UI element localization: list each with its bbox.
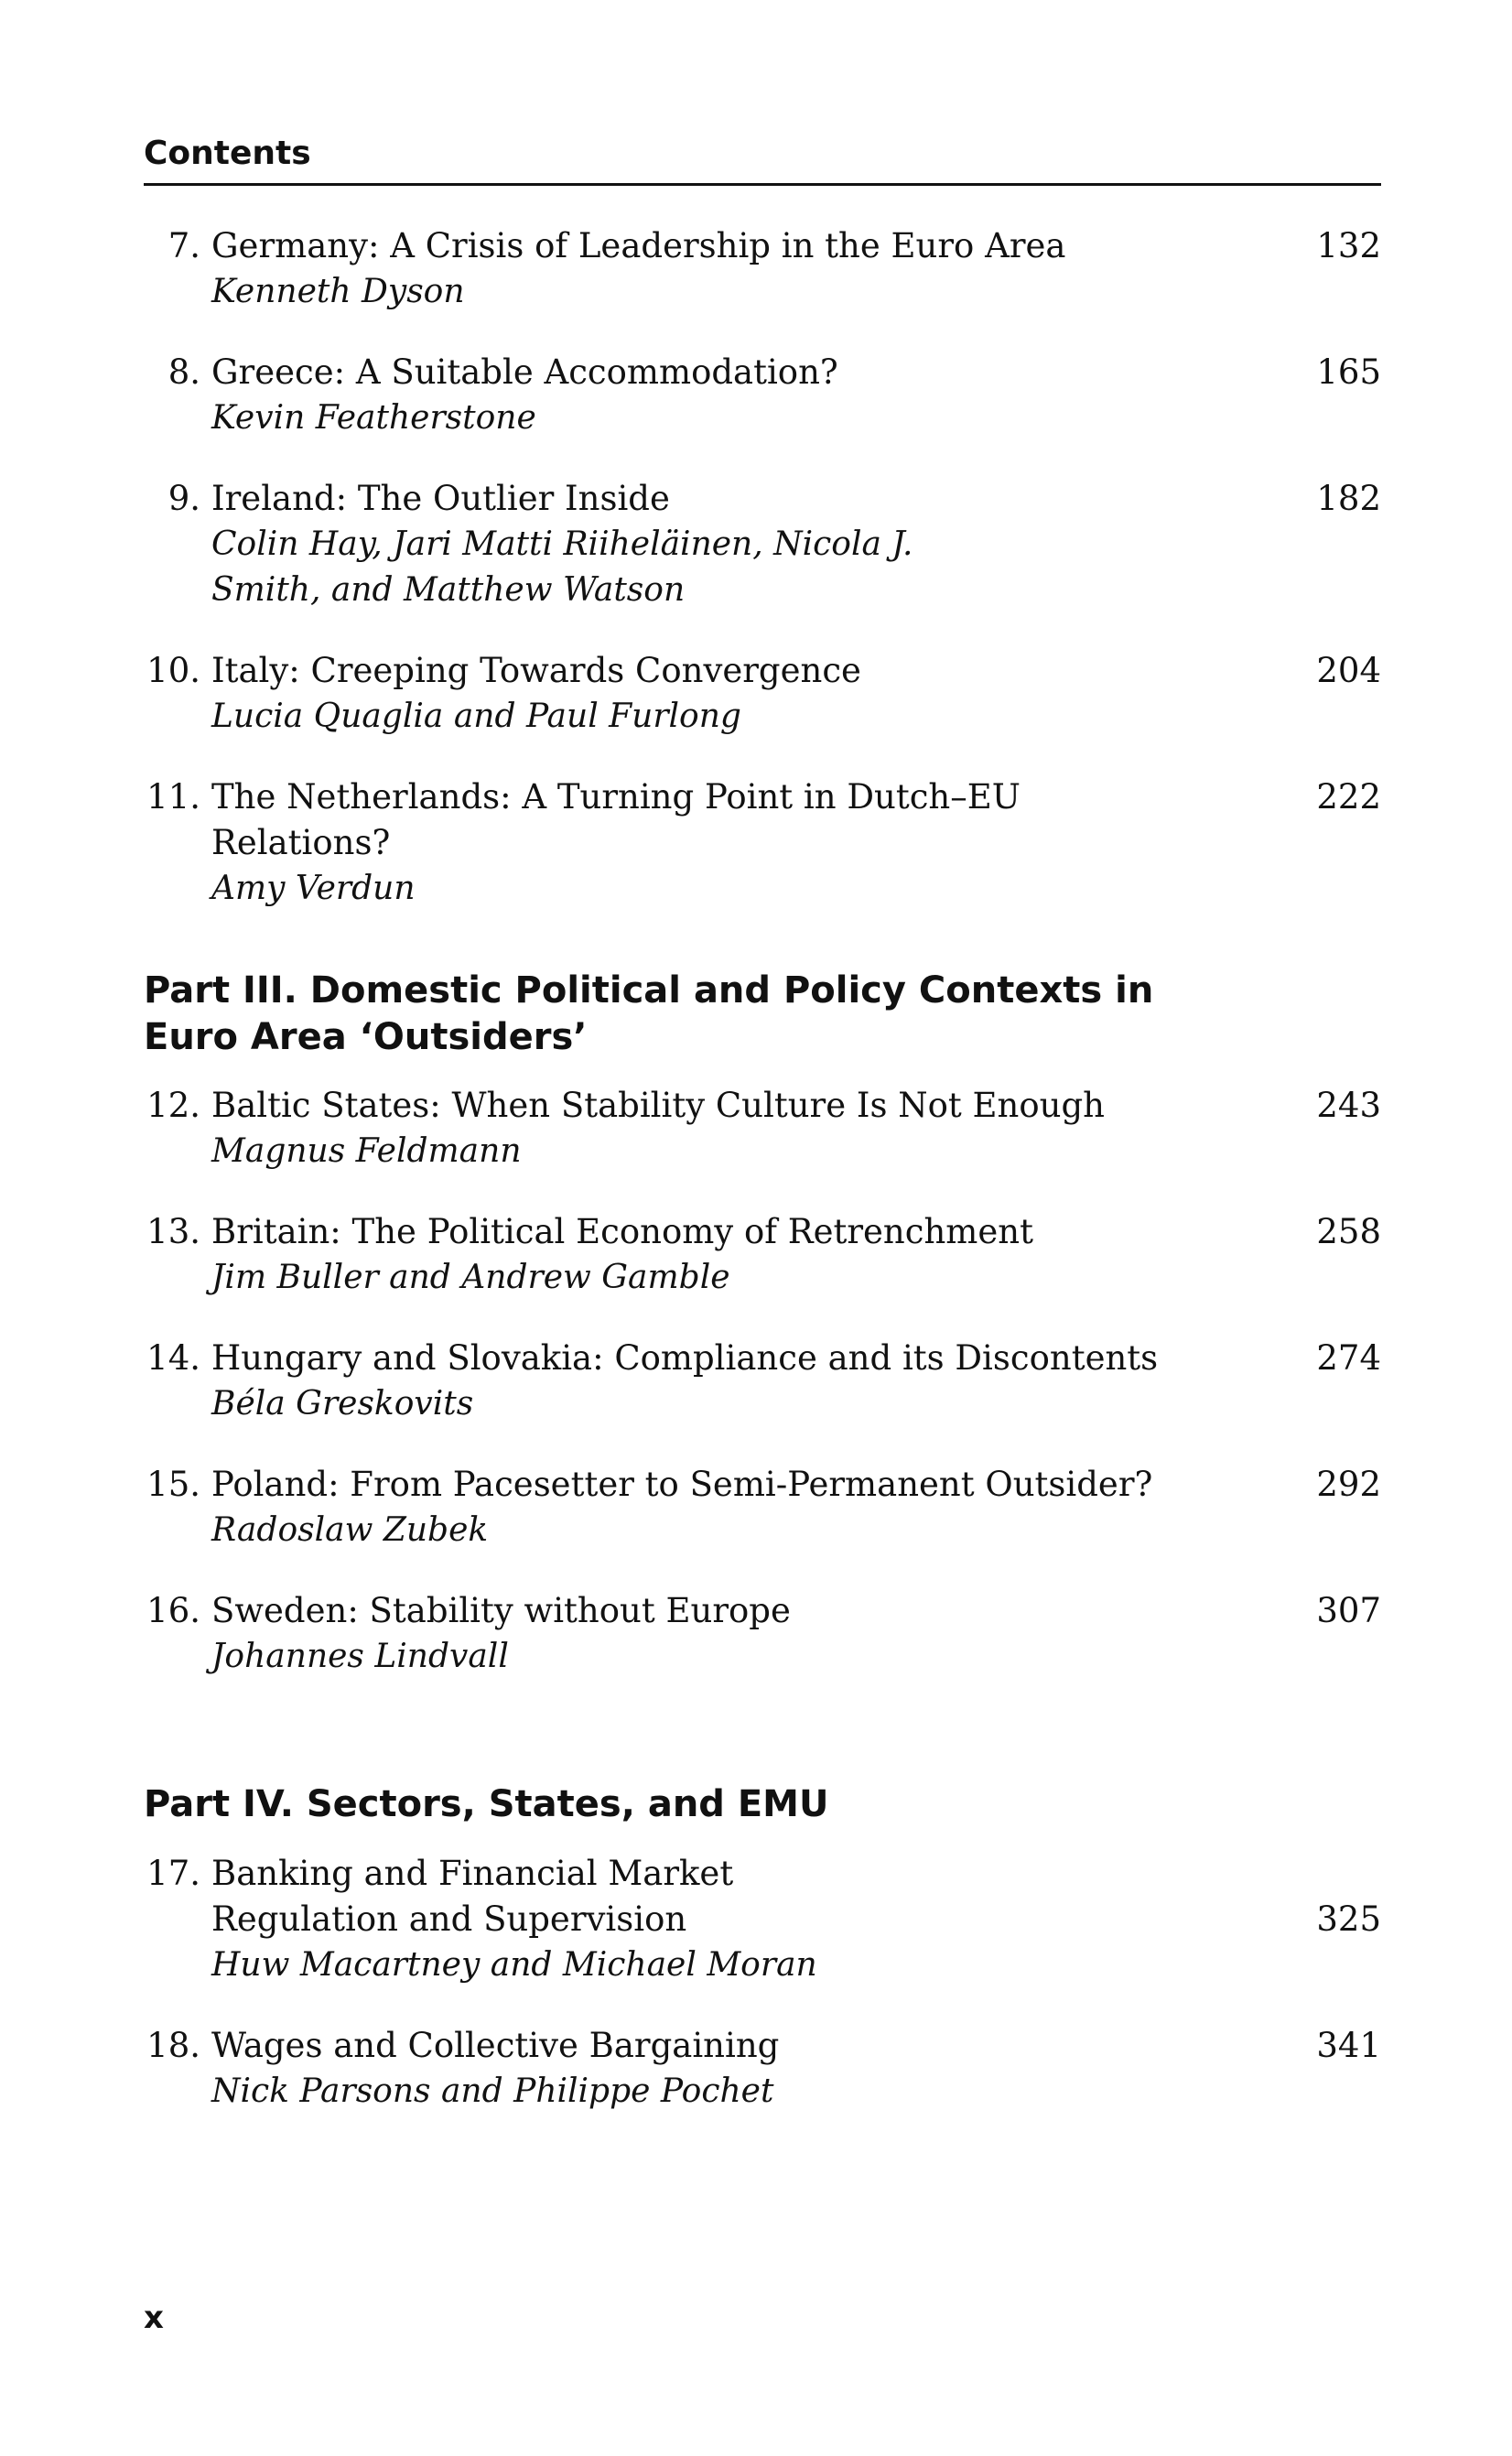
part-heading: Part III. Domestic Political and Policy Contexts in Euro Area ‘Outsiders’ — [144, 969, 1154, 1058]
chapter-authors: Radoslaw Zubek — [211, 1511, 489, 1549]
chapter-title: Poland: From Pacesetter to Semi-Permanent Outsider? — [211, 1465, 1153, 1504]
chapter-number: 18. — [146, 2026, 200, 2065]
chapter-authors: Kenneth Dyson — [211, 273, 465, 310]
chapter-authors: Magnus Feldmann — [211, 1132, 522, 1170]
header-rule — [144, 183, 1381, 186]
chapter-authors: Colin Hay, Jari Matti Riiheläinen, Nicola J. Smith, and Matthew Watson — [211, 525, 913, 609]
chapter-title: Ireland: The Outlier Inside — [211, 479, 670, 518]
chapter-title: Germany: A Crisis of Leadership in the Euro Area — [211, 226, 1066, 265]
toc-entry[interactable] — [144, 774, 1381, 912]
chapter-authors: Béla Greskovits — [211, 1385, 474, 1423]
page-number: 132 — [1316, 226, 1381, 265]
toc-entry[interactable] — [144, 648, 1381, 740]
chapter-number: 15. — [146, 1465, 200, 1504]
chapter-number: 16. — [146, 1591, 200, 1630]
chapter-title: Greece: A Suitable Accommodation? — [211, 352, 838, 392]
toc-entry[interactable] — [144, 1588, 1381, 1680]
chapter-number: 9. — [167, 479, 200, 518]
running-head: Contents — [144, 135, 311, 172]
toc-entry[interactable] — [144, 1462, 1381, 1553]
chapter-title: The Netherlands: A Turning Point in Dutch–EU Relations? — [211, 777, 1021, 862]
page-number: 274 — [1316, 1338, 1381, 1378]
chapter-title: Sweden: Stability without Europe — [211, 1591, 791, 1630]
page-number: 292 — [1316, 1465, 1381, 1504]
chapter-number: 14. — [146, 1338, 200, 1378]
chapter-authors: Jim Buller and Andrew Gamble — [211, 1259, 730, 1296]
chapter-title: Banking and Financial Market Regulation and Supervision — [211, 1854, 734, 1939]
page-number: 243 — [1316, 1086, 1381, 1125]
chapter-number: 8. — [167, 352, 200, 392]
chapter-authors: Huw Macartney and Michael Moran — [211, 1946, 817, 1984]
page-number: 258 — [1316, 1212, 1381, 1251]
part-heading: Part IV. Sectors, States, and EMU — [144, 1783, 829, 1825]
page-number: 165 — [1316, 352, 1381, 392]
toc-entry[interactable] — [144, 2023, 1381, 2115]
page-number: 222 — [1316, 777, 1381, 817]
toc-entry[interactable] — [144, 1336, 1381, 1427]
page-number: 307 — [1316, 1591, 1381, 1630]
toc-entry[interactable] — [144, 350, 1381, 441]
page-number: 341 — [1316, 2026, 1381, 2065]
toc-entry[interactable] — [144, 1209, 1381, 1301]
chapter-number: 13. — [146, 1212, 200, 1251]
chapter-number: 12. — [146, 1086, 200, 1125]
page-number: 325 — [1316, 1899, 1381, 1939]
chapter-number: 11. — [146, 777, 200, 817]
chapter-title: Hungary and Slovakia: Compliance and its Discontents — [211, 1338, 1159, 1378]
page-number: 204 — [1316, 651, 1381, 690]
toc-entry[interactable] — [144, 476, 1381, 613]
toc-entry[interactable] — [144, 1851, 1381, 1988]
chapter-number: 7. — [167, 226, 200, 265]
chapter-authors: Lucia Quaglia and Paul Furlong — [211, 698, 741, 735]
chapter-authors: Amy Verdun — [211, 870, 416, 907]
toc-entry[interactable] — [144, 1083, 1381, 1174]
chapter-title: Baltic States: When Stability Culture Is Not Enough — [211, 1086, 1105, 1125]
contents-page — [144, 0, 1381, 2456]
chapter-title: Britain: The Political Economy of Retrenchment — [211, 1212, 1033, 1251]
chapter-number: 10. — [146, 651, 200, 690]
page-number: 182 — [1316, 479, 1381, 518]
chapter-title: Wages and Collective Bargaining — [211, 2026, 780, 2065]
chapter-number: 17. — [146, 1854, 200, 1893]
chapter-authors: Johannes Lindvall — [211, 1638, 509, 1675]
page-folio: x — [144, 2299, 164, 2336]
chapter-authors: Nick Parsons and Philippe Pochet — [211, 2072, 774, 2110]
toc-entry[interactable] — [144, 223, 1381, 315]
chapter-authors: Kevin Featherstone — [211, 399, 536, 437]
chapter-title: Italy: Creeping Towards Convergence — [211, 651, 861, 690]
